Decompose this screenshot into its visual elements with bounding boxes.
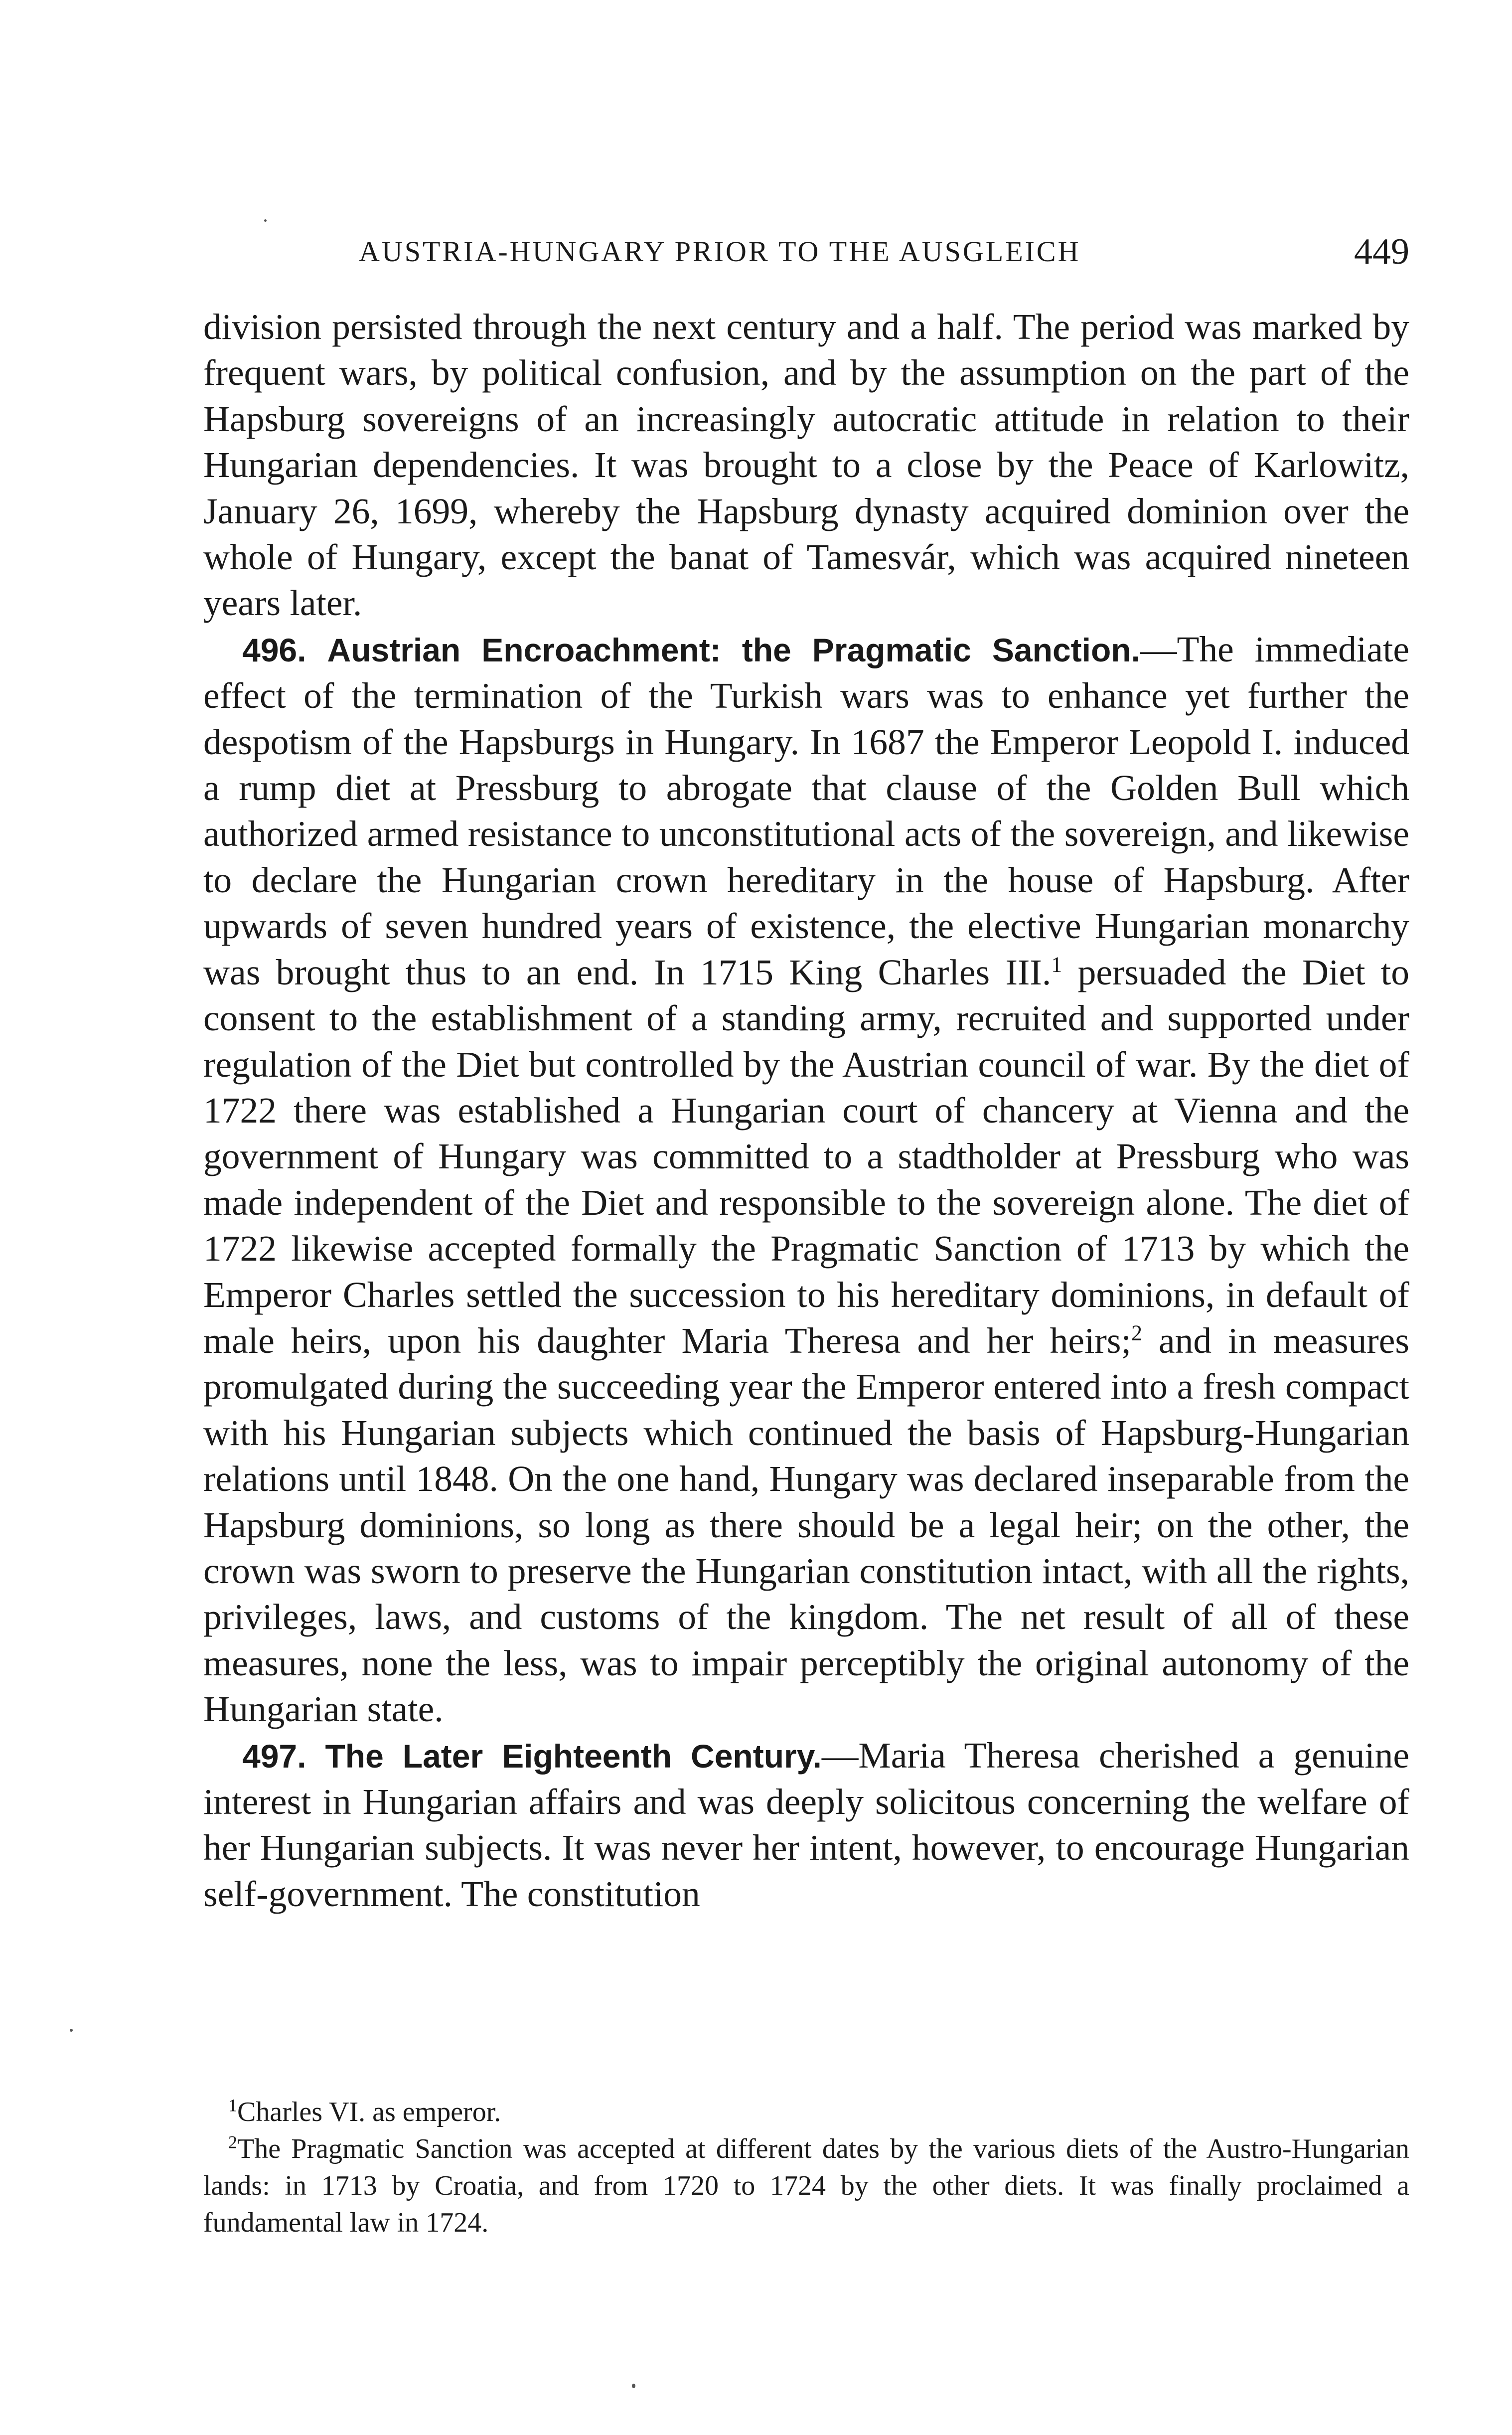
- footnote-text: The Pragmatic Sanction was accepted at different dates by the various diets of the Austro-Hungarian lands: in 1713 by Croatia, and from 1720 to 1724 by the other diets. It was finally proclaimed a fundamental law in 1724.: [203, 2133, 1409, 2238]
- footnote-number: 2: [228, 2132, 237, 2152]
- scan-speck: [632, 2384, 635, 2388]
- page-header: [203, 224, 1409, 279]
- section-497: [203, 1733, 1409, 1918]
- section-number: 496.: [242, 631, 306, 668]
- footnote-marker: 1: [1051, 952, 1062, 977]
- footnote-marker: 2: [1131, 1320, 1142, 1345]
- section-text: persuaded the Diet to consent to the establishment of a standing army, recruited and supported under regulation of the Diet but controlled by the Austrian council of war. By the diet of 1722 there was established a Hungarian court of chancery at Vienna and the government of Hungary was committed to a stadtholder at Pressburg who was made independent of the Diet and responsible to the sovereign alone. The diet of 1722 likewise accepted formally the Pragmatic Sanction of 1713 by which the Emperor Charles settled the succession to his hereditary dominions, in default of male heirs, upon his daughter Maria Theresa and her heirs;: [203, 952, 1409, 1361]
- footnote-1: [203, 2094, 1409, 2130]
- scan-speck: [264, 219, 267, 222]
- section-text: —The immediate effect of the termination of the Turkish wars was to enhance yet further the despotism of the Hapsburgs in Hungary. In 1687 the Emperor Leopold I. induced a rump diet at Pressburg to abrogate that clause of the Golden Bull which authorized armed resistance to unconstitutional acts of the sovereign, and likewise to declare the Hungarian crown hereditary in the house of Hapsburg. After upwards of seven hundred years of existence, the elective Hungarian monarchy was brought thus to an end. In 1715 King Charles III.: [203, 629, 1409, 992]
- paragraph-continuation: division persisted through the next century and a half. The period was marked by frequent wars, by political confusion, and by the assumption on the part of the Hapsburg sovereigns of an increasingly autocratic attitude in relation to their Hungarian dependencies. It was brought to a close by the Peace of Karlowitz, January 26, 1699, whereby the Hapsburg dynasty acquired dominion over the whole of Hungary, except the banat of Tamesvár, which was acquired nineteen years later.: [203, 307, 1409, 624]
- section-text: and in measures promulgated during the succeeding year the Emperor entered into a fresh compact with his Hungarian subjects which continued the basis of Hapsburg-Hungarian relations until 1848. On the one hand, Hungary was declared inseparable from the Hapsburg dominions, so long as there should be a legal heir; on the other, the crown was sworn to preserve the Hungarian constitution intact, with all the rights, privileges, laws, and customs of the kingdom. The net result of all of these measures, none the less, was to impair perceptibly the original autonomy of the Hungarian state.: [203, 1320, 1410, 1730]
- main-text: [203, 304, 1409, 1917]
- page-number: 449: [1354, 231, 1409, 272]
- footnotes: [203, 2094, 1409, 2241]
- scan-speck: [70, 2029, 73, 2032]
- section-title: The Later Eighteenth Century.: [325, 1737, 822, 1775]
- footnote-number: 1: [228, 2095, 237, 2115]
- section-number: 497.: [242, 1737, 306, 1775]
- footnote-text: Charles VI. as emperor.: [237, 2097, 501, 2127]
- running-title: AUSTRIA-HUNGARY PRIOR TO THE AUSGLEICH: [359, 235, 1081, 268]
- section-title: Austrian Encroachment: the Pragmatic Sanction.: [327, 631, 1140, 668]
- section-text: —Maria Theresa cherished a genuine interest in Hungarian affairs and was deeply solicitous concerning the welfare of her Hungarian subjects. It was never her intent, however, to encourage Hungarian self-government. The constitution: [203, 1735, 1409, 1914]
- section-496: [203, 627, 1409, 1733]
- footnote-2: [203, 2130, 1409, 2241]
